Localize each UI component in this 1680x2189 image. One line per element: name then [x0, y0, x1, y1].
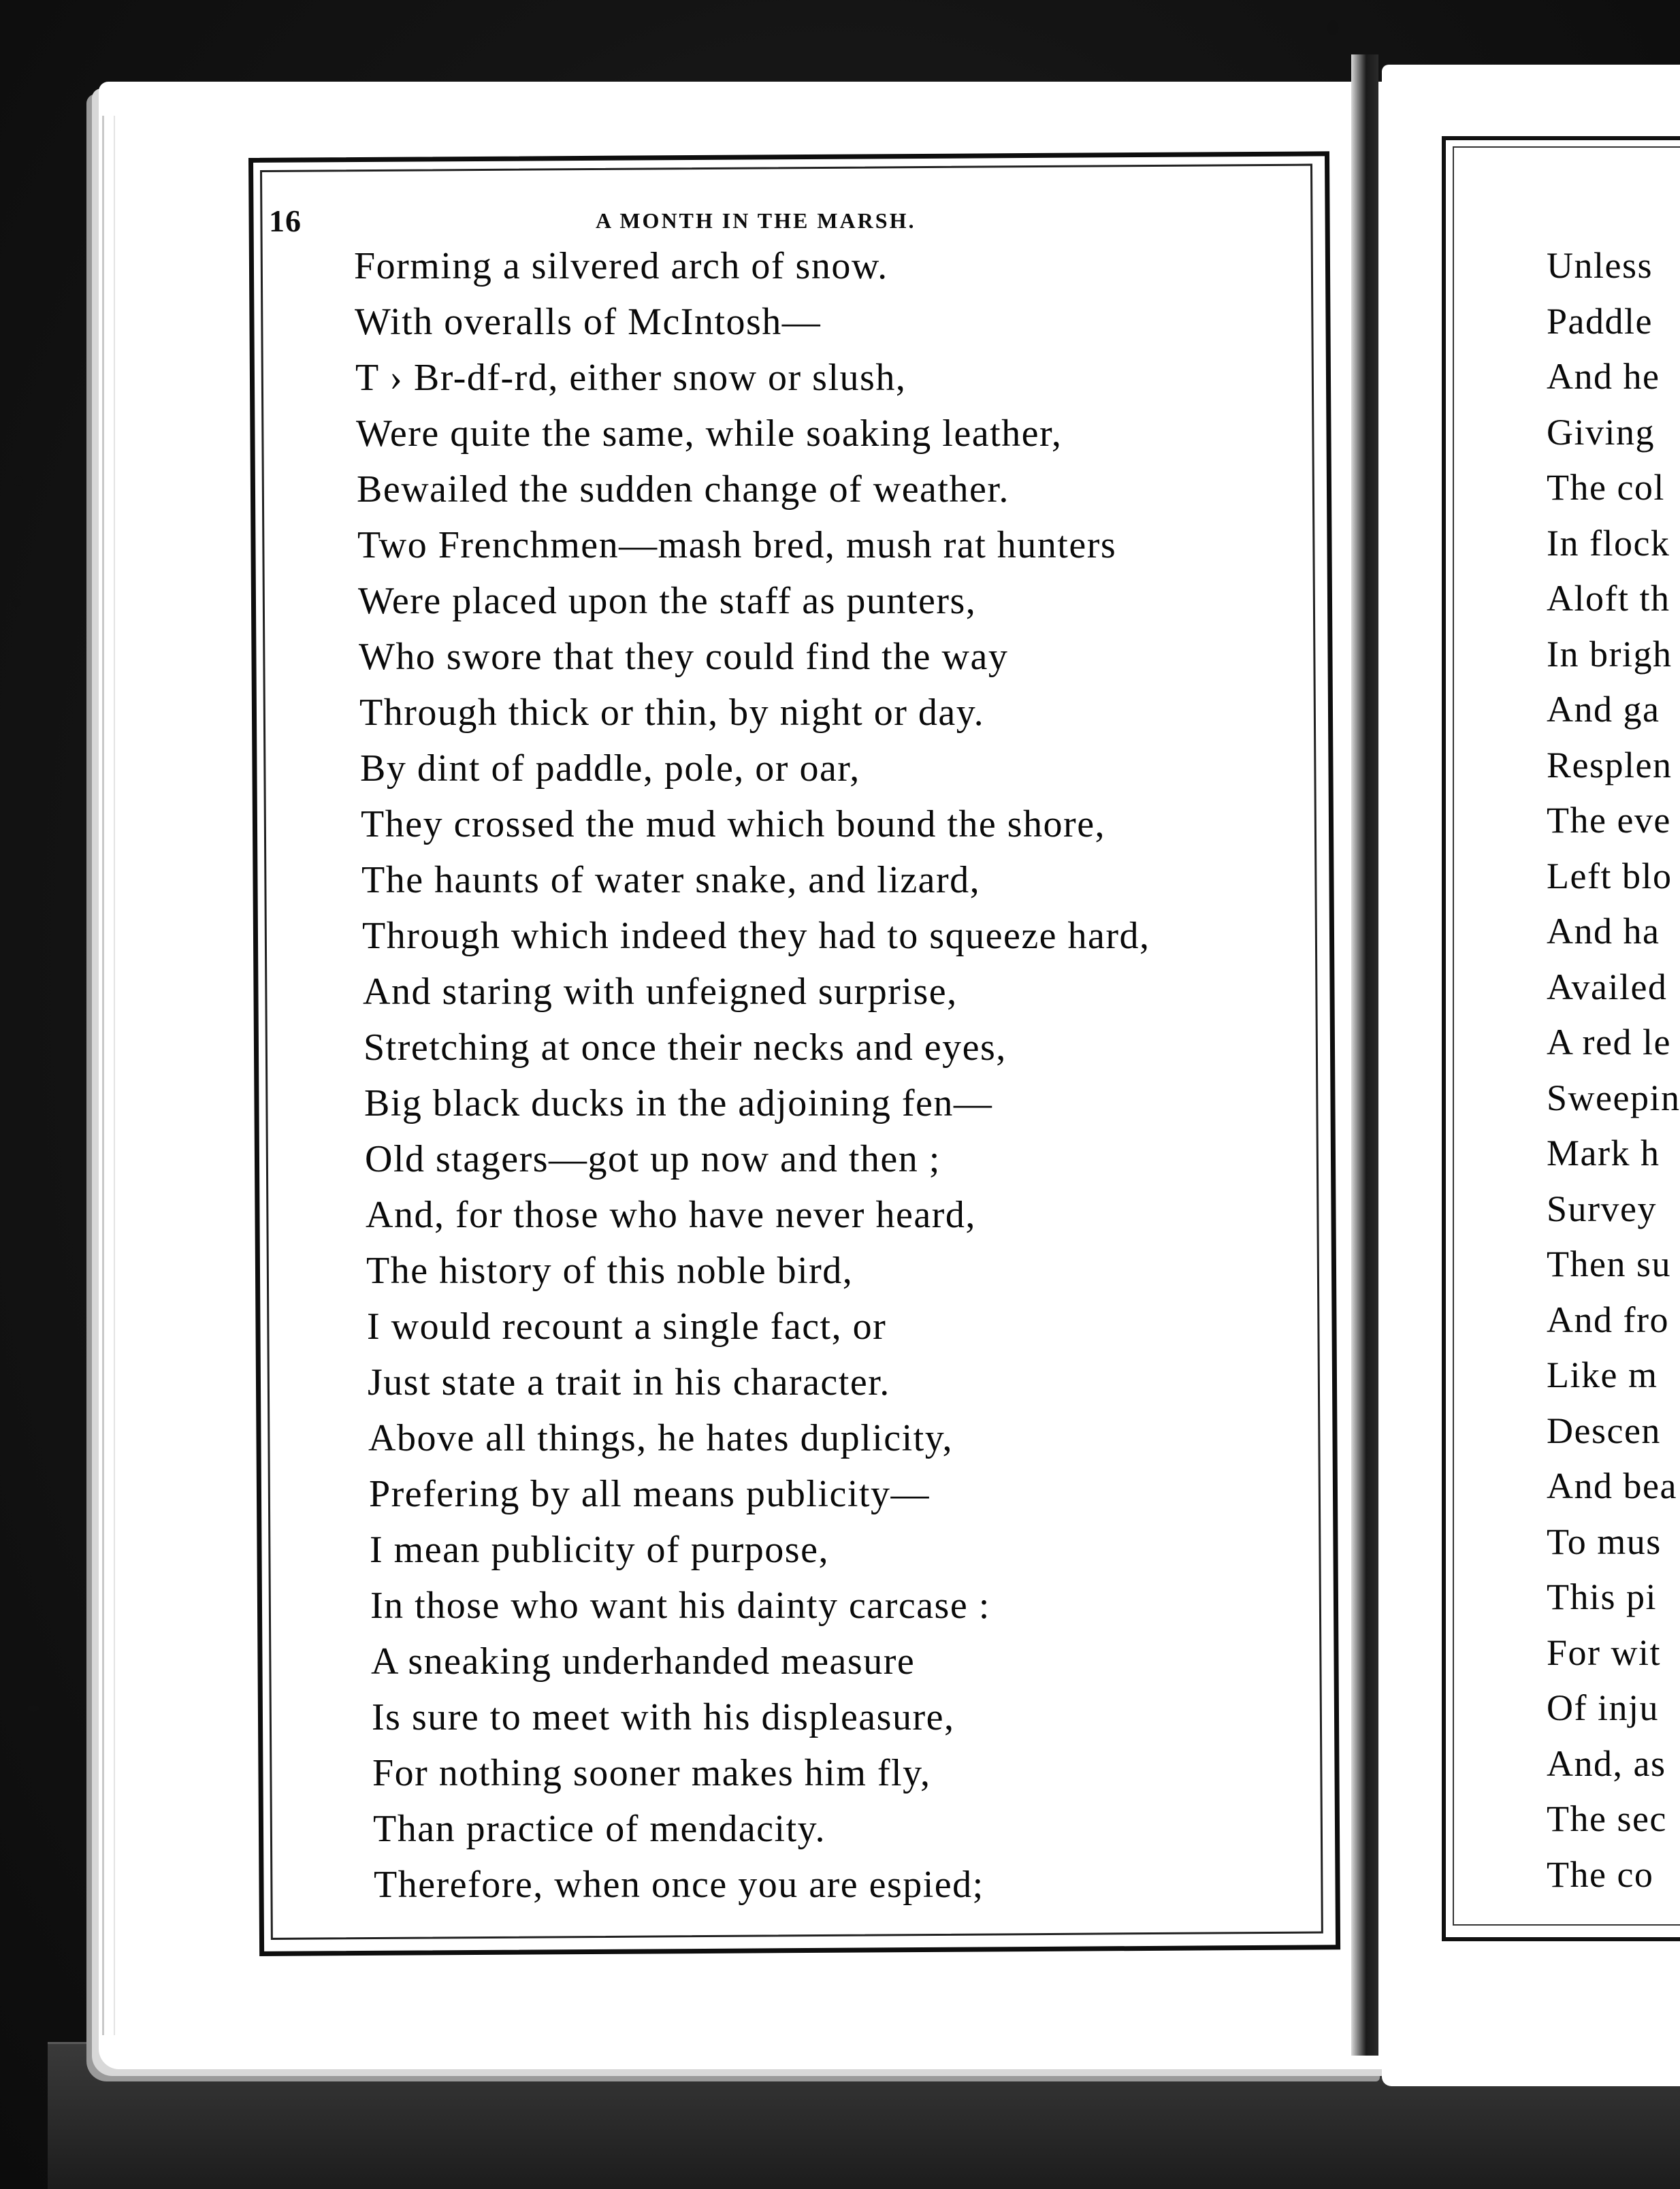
poem-line: Stretching at once their necks and eyes,: [364, 1026, 1007, 1069]
poem-line: They crossed the mud which bound the shore,: [361, 803, 1106, 845]
right-page-line: Sweepin: [1547, 1077, 1680, 1118]
poem-line: And staring with unfeigned surprise,: [363, 971, 958, 1013]
poem-line: Prefering by all means publicity—: [369, 1473, 930, 1515]
right-page-line: Mark h: [1547, 1133, 1660, 1173]
poem-line: A sneaking underhanded measure: [371, 1640, 916, 1683]
poem-line: For nothing sooner makes him fly,: [372, 1752, 931, 1794]
poem-line: Were quite the same, while soaking leather,: [356, 412, 1063, 455]
running-head-title: A MONTH IN THE MARSH.: [596, 208, 916, 233]
scan-speck: [27, 1705, 39, 1712]
right-page-line: A red le: [1547, 1022, 1671, 1063]
right-page-line: Availed: [1547, 966, 1668, 1007]
poem-text: [354, 238, 1293, 1913]
poem-line: Just state a trait in his character.: [368, 1361, 890, 1404]
poem-line: Through thick or thin, by night or day.: [359, 692, 985, 734]
page-number: 16: [269, 204, 302, 238]
poem-line: T › Br-df-rd, either snow or slush,: [355, 357, 907, 399]
right-page-line: In brigh: [1547, 633, 1673, 675]
poem-line: Two Frenchmen—mash bred, mush rat hunters: [357, 524, 1117, 566]
poem-line: The history of this noble bird,: [366, 1250, 854, 1292]
poem-line: Above all things, he hates duplicity,: [368, 1417, 954, 1459]
poem-line: Than practice of mendacity.: [373, 1808, 826, 1850]
poem-line: Through which indeed they had to squeeze hard,: [362, 915, 1150, 957]
right-page-line: And fro: [1547, 1299, 1669, 1340]
right-page-line: And bea: [1547, 1465, 1677, 1506]
right-page-line: To mus: [1547, 1521, 1662, 1562]
poem-line: Forming a silvered arch of snow.: [354, 245, 888, 287]
right-page-line: Aloft th: [1547, 578, 1670, 619]
poem-line: Were placed upon the staff as punters,: [358, 580, 977, 622]
poem-line: Big black ducks in the adjoining fen—: [364, 1082, 993, 1124]
right-page-line: Like m: [1547, 1355, 1658, 1395]
right-page-line: Of inju: [1547, 1687, 1659, 1728]
poem-line: I would recount a single fact, or: [367, 1306, 887, 1348]
poem-line: The haunts of water snake, and lizard,: [361, 859, 981, 901]
poem-line: With overalls of McIntosh—: [355, 301, 822, 343]
right-page-text: [1547, 238, 1680, 1902]
right-page-line: Paddle: [1547, 300, 1653, 342]
right-page-line: Survey: [1547, 1188, 1657, 1229]
right-page-line: And ga: [1547, 689, 1660, 730]
poem-line: And, for those who have never heard,: [366, 1194, 976, 1236]
right-page-line: Giving: [1547, 411, 1655, 453]
right-page-line: And he: [1547, 356, 1660, 397]
right-page-line: This pi: [1547, 1576, 1658, 1617]
right-page-line: Descen: [1547, 1410, 1661, 1451]
poem-line: By dint of paddle, pole, or oar,: [360, 747, 860, 790]
poem-line: Bewailed the sudden change of weather.: [357, 468, 1009, 510]
right-page-line: And ha: [1547, 911, 1660, 952]
scan-speck: [14, 476, 23, 486]
scan-speck: [1327, 20, 1338, 35]
right-page-line: Unless: [1547, 245, 1653, 286]
right-page-line: The sec: [1547, 1798, 1667, 1839]
book-gutter: [1351, 54, 1378, 2056]
right-page-line: Then su: [1547, 1244, 1671, 1284]
poem-line: In those who want his dainty carcase :: [370, 1585, 990, 1627]
poem-line: I mean publicity of purpose,: [370, 1529, 829, 1571]
poem-line: Old stagers—got up now and then ;: [365, 1138, 941, 1180]
right-page-line: For wit: [1547, 1632, 1662, 1673]
right-page-line: The eve: [1547, 800, 1671, 841]
poem-line: Who swore that they could find the way: [359, 636, 1009, 678]
page-edge: [102, 116, 115, 2035]
poem-line: Is sure to meet with his displeasure,: [372, 1696, 955, 1738]
poem-line: Therefore, when once you are espied;: [374, 1864, 984, 1906]
right-page-text-area: [1538, 225, 1680, 1919]
running-head: [269, 204, 1038, 238]
right-page-line: Left blo: [1547, 855, 1673, 896]
scan-speck: [12, 599, 20, 607]
right-page-line: The co: [1547, 1853, 1654, 1895]
right-page-line: The col: [1547, 467, 1665, 508]
right-page-line: In flock: [1547, 522, 1670, 564]
right-page-line: Resplen: [1547, 744, 1673, 785]
right-page-line: And, as: [1547, 1742, 1666, 1784]
